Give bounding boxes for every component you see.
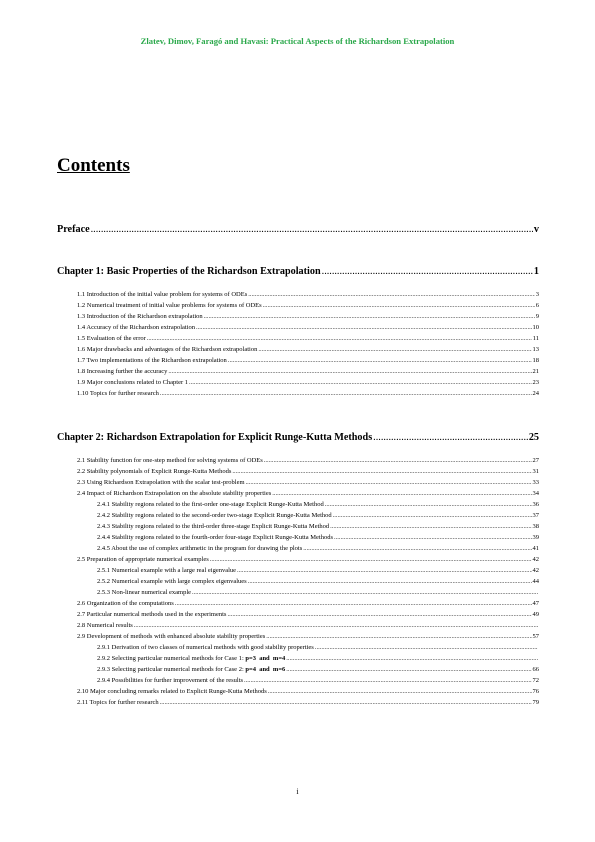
toc-label: 2.5.3 Non-linear numerical example: [97, 589, 192, 596]
toc-entry-2-10[interactable]: [77, 688, 539, 695]
toc-entry-chapter-1[interactable]: [57, 266, 539, 277]
page-title: Contents: [57, 155, 130, 176]
toc-page: 25: [528, 432, 539, 443]
toc-entry-2-5[interactable]: [77, 556, 539, 563]
dot-leader: [303, 545, 531, 552]
toc-entry-2-2[interactable]: [77, 468, 539, 475]
toc-page: 27: [532, 457, 539, 464]
dot-leader: [160, 699, 532, 706]
toc-label-text: 2.9.3 Selecting particular numerical methods for Case 2:: [97, 666, 244, 673]
toc-label: 1.6 Major drawbacks and advantages of the Richardson extrapolation: [77, 346, 258, 353]
toc-label: 1.8 Increasing further the accuracy: [77, 368, 168, 375]
dot-leader: [264, 457, 532, 464]
toc-label: [97, 655, 285, 662]
toc-label: Chapter 1: Basic Properties of the Richardson Extrapolation: [57, 266, 321, 277]
toc-label: 2.2 Stability polynomials of Explicit Runge-Kutta Methods: [77, 468, 232, 475]
toc-label-text: 2.9.2 Selecting particular numerical methods for Case 1:: [97, 655, 244, 662]
dot-leader: [286, 655, 538, 662]
toc-page: 31: [532, 468, 539, 475]
dot-leader: [330, 523, 531, 530]
dot-leader: [315, 644, 538, 651]
toc-entry-2-4-2[interactable]: [97, 512, 539, 519]
toc-label: 2.9 Development of methods with enhanced absolute stability properties: [77, 633, 266, 640]
toc-entry-2-11[interactable]: [77, 699, 539, 706]
toc-label: 2.5 Preparation of appropriate numerical examples: [77, 556, 209, 563]
toc-entry-2-9-3[interactable]: [97, 666, 539, 673]
toc-page: 66: [532, 666, 539, 673]
dot-leader: [160, 390, 532, 397]
dot-leader: [134, 622, 538, 629]
toc-entry-1-10[interactable]: [77, 390, 539, 397]
dot-leader: [147, 335, 532, 342]
toc-entry-1-5[interactable]: [77, 335, 539, 342]
running-header: Zlatev, Dimov, Faragó and Havasi: Practical Aspects of the Richardson Extrapolation: [140, 36, 455, 46]
dot-leader: [227, 611, 531, 618]
toc-page: 42: [532, 556, 539, 563]
toc-entry-2-9-1[interactable]: [97, 644, 539, 651]
toc-label: 2.5.2 Numerical example with large complex eigenvalues: [97, 578, 247, 585]
dot-leader: [210, 556, 532, 563]
toc-entry-1-4[interactable]: [77, 324, 539, 331]
toc-page: 11: [532, 335, 539, 342]
toc-entry-1-1[interactable]: [77, 291, 539, 298]
toc-label: Preface: [57, 224, 90, 235]
toc-page: 33: [532, 479, 539, 486]
dot-leader: [334, 534, 532, 541]
dot-leader: [322, 266, 533, 277]
toc-page: 21: [532, 368, 539, 375]
dot-leader: [258, 346, 531, 353]
toc-label: 2.7 Particular numerical methods used in the experiments: [77, 611, 227, 618]
toc-page: 39: [532, 534, 539, 541]
toc-entry-2-4[interactable]: [77, 490, 539, 497]
toc-page: 24: [532, 390, 539, 397]
dot-leader: [263, 302, 535, 309]
toc-page: 6: [535, 302, 539, 309]
toc-entry-2-5-3[interactable]: [97, 589, 539, 596]
toc-label: 2.4.5 About the use of complex arithmetic in the program for drawing the plots: [97, 545, 303, 552]
toc-label: 1.2 Numerical treatment of initial value problems for systems of ODEs: [77, 302, 262, 309]
dot-leader: [244, 677, 531, 684]
toc-label: 2.5.1 Numerical example with a large real eigenvalue: [97, 567, 237, 574]
dot-leader: [325, 501, 532, 508]
toc-entry-2-4-5[interactable]: [97, 545, 539, 552]
dot-leader: [91, 224, 533, 235]
toc-page: 79: [532, 699, 539, 706]
toc-entry-2-9-4[interactable]: [97, 677, 539, 684]
toc-label: 2.4.1 Stability regions related to the first-order one-stage Explicit Runge-Kutta Method: [97, 501, 324, 508]
dot-leader: [204, 313, 535, 320]
toc-label: 2.3 Using Richardson Extrapolation with the scalar test-problem: [77, 479, 245, 486]
toc-label: 2.4.3 Stability regions related to the third-order three-stage Explicit Runge-Kutta Method: [97, 523, 330, 530]
toc-label: 1.10 Topics for further research: [77, 390, 159, 397]
toc-label-params: p=3 and m=4: [245, 655, 286, 662]
toc-entry-1-7[interactable]: [77, 357, 539, 364]
dot-leader: [192, 589, 538, 596]
dot-leader: [237, 567, 531, 574]
toc-label-params: p=4 and m=6: [245, 666, 286, 673]
toc-page: 57: [532, 633, 539, 640]
dot-leader: [248, 291, 535, 298]
toc-label: 1.3 Introduction of the Richardson extrapolation: [77, 313, 203, 320]
toc-label: 2.9.1 Derivation of two classes of numerical methods with good stability properties: [97, 644, 314, 651]
toc-label: 2.6 Organization of the computations: [77, 600, 174, 607]
toc-entry-1-9[interactable]: [77, 379, 539, 386]
toc-entry-1-6[interactable]: [77, 346, 539, 353]
toc-page: 18: [532, 357, 539, 364]
toc-label: 2.4.2 Stability regions related to the second-order two-stage Explicit Runge-Kutta Method: [97, 512, 332, 519]
toc-page: 47: [532, 600, 539, 607]
toc-entry-2-4-4[interactable]: [97, 534, 539, 541]
dot-leader: [196, 324, 531, 331]
toc-page: 3: [535, 291, 539, 298]
toc-label: 2.1 Stability function for one-step method for solving systems of ODEs: [77, 457, 263, 464]
toc-entry-1-8[interactable]: [77, 368, 539, 375]
dot-leader: [268, 688, 532, 695]
toc-entry-2-5-2[interactable]: [97, 578, 539, 585]
toc-page: 36: [532, 501, 539, 508]
toc-entry-2-9-2[interactable]: [97, 655, 539, 662]
dot-leader: [373, 432, 528, 443]
toc-page: 1: [533, 266, 539, 277]
toc-entry-2-5-1[interactable]: [97, 567, 539, 574]
toc-page: v: [533, 224, 539, 235]
toc-label: 1.7 Two implementations of the Richardson extrapolation: [77, 357, 227, 364]
toc-entry-1-2[interactable]: [77, 302, 539, 309]
toc-label: 2.4 Impact of Richardson Extrapolation on the absolute stability properties: [77, 490, 272, 497]
toc-page: 41: [532, 545, 539, 552]
toc-label: 1.4 Accuracy of the Richardson extrapolation: [77, 324, 196, 331]
toc-page: 72: [532, 677, 539, 684]
dot-leader: [189, 379, 531, 386]
toc-label: 2.10 Major concluding remarks related to Explicit Runge-Kutta Methods: [77, 688, 267, 695]
toc-page: 37: [532, 512, 539, 519]
toc-entry-2-3[interactable]: [77, 479, 539, 486]
toc-label: 2.11 Topics for further research: [77, 699, 159, 706]
toc-entry-chapter-2[interactable]: [57, 432, 539, 443]
toc-entry-2-6[interactable]: [77, 600, 539, 607]
toc-page: 42: [532, 567, 539, 574]
toc-page: 10: [532, 324, 539, 331]
dot-leader: [248, 578, 532, 585]
toc-label: Chapter 2: Richardson Extrapolation for Explicit Runge-Kutta Methods: [57, 432, 373, 443]
toc-label: 1.5 Evaluation of the error: [77, 335, 146, 342]
dot-leader: [266, 633, 531, 640]
toc-label: 2.4.4 Stability regions related to the fourth-order four-stage Explicit Runge-Kutta Methods: [97, 534, 333, 541]
toc-label: 1.9 Major conclusions related to Chapter 1: [77, 379, 189, 386]
toc-entry-2-1[interactable]: [77, 457, 539, 464]
dot-leader: [168, 368, 531, 375]
toc-page: 44: [532, 578, 539, 585]
toc-label: [97, 666, 285, 673]
page-number: i: [296, 787, 299, 796]
toc-page: 34: [532, 490, 539, 497]
toc-entry-2-4-1[interactable]: [97, 501, 539, 508]
toc-entry-1-3[interactable]: [77, 313, 539, 320]
toc-entry-preface[interactable]: [57, 224, 539, 235]
toc-page: 9: [535, 313, 539, 320]
toc-entry-2-4-3[interactable]: [97, 523, 539, 530]
toc-page: 13: [532, 346, 539, 353]
toc-entry-2-8[interactable]: [77, 622, 539, 629]
toc-page: 38: [532, 523, 539, 530]
toc-label: 2.9.4 Possibilities for further improvement of the results: [97, 677, 244, 684]
dot-leader: [286, 666, 531, 673]
toc-label: 1.1 Introduction of the initial value problem for systems of ODEs: [77, 291, 248, 298]
toc-entry-2-7[interactable]: [77, 611, 539, 618]
toc-page: 23: [532, 379, 539, 386]
toc-page: 49: [532, 611, 539, 618]
dot-leader: [228, 357, 532, 364]
toc-page: 76: [532, 688, 539, 695]
toc-entry-2-9[interactable]: [77, 633, 539, 640]
dot-leader: [246, 479, 532, 486]
dot-leader: [333, 512, 532, 519]
dot-leader: [232, 468, 531, 475]
dot-leader: [272, 490, 531, 497]
dot-leader: [175, 600, 532, 607]
toc-label: 2.8 Numerical results: [77, 622, 133, 629]
